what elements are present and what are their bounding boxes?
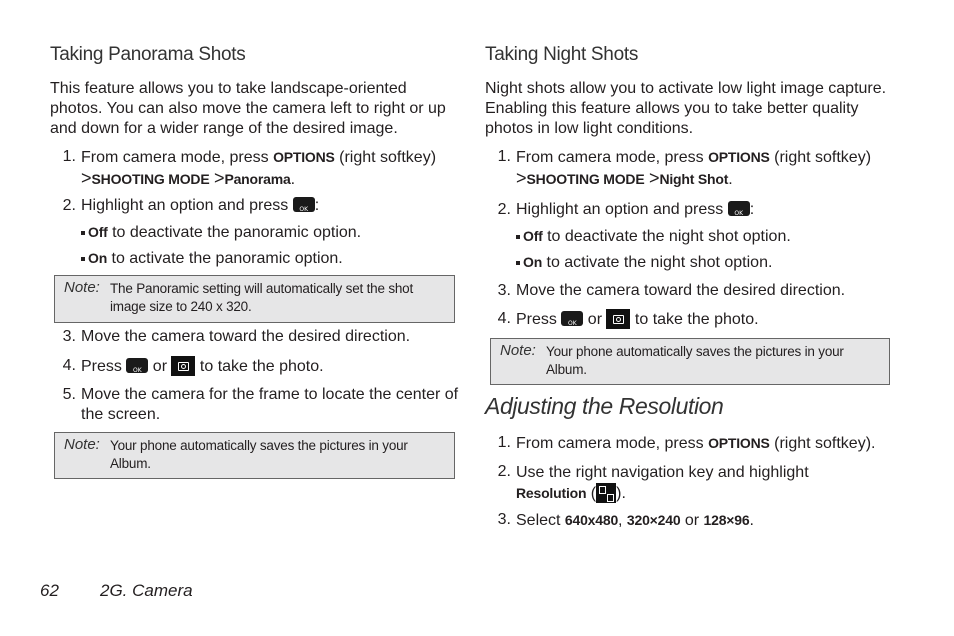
resolution-step-1: 1. From camera mode, press OPTIONS (right softkey).	[497, 434, 876, 452]
bullet-icon	[81, 231, 85, 235]
camera-key-icon	[606, 309, 630, 329]
night-shots-intro: Night shots allow you to activate low light image capture. Enabling this feature allows you to take better quality photos in low light conditions.	[485, 80, 887, 137]
panorama-step-2: 2. Highlight an option and press OK:	[50, 196, 456, 216]
panorama-heading: Taking Panorama Shots	[50, 44, 246, 65]
panorama-save-note: Note: Your phone automatically saves the pictures in your Album.	[54, 432, 455, 479]
resolution-step-2: 2. Use the right navigation key and highlight Resolution ( ).	[497, 463, 809, 502]
night-step-3: 3. Move the camera toward the desired direction.	[497, 282, 846, 299]
ok-key-icon	[728, 201, 750, 216]
bullet-icon	[516, 261, 520, 265]
ok-key-icon	[293, 197, 315, 212]
ok-key-icon	[561, 311, 583, 326]
resolution-icon	[596, 483, 616, 503]
panorama-bullet-on: On to activate the panoramic option.	[81, 248, 343, 269]
section-name: 2G. Camera	[100, 581, 193, 600]
resolution-heading: Adjusting the Resolution	[485, 393, 724, 419]
panorama-step-1: 1. From camera mode, press OPTIONS (right softkey) >SHOOTING MODE >Panorama.	[62, 148, 437, 188]
night-step-1: 1. From camera mode, press OPTIONS (right softkey) >SHOOTING MODE >Night Shot.	[497, 148, 872, 188]
night-save-note: Note: Your phone automatically saves the pictures in your Album.	[490, 338, 890, 385]
bullet-icon	[81, 257, 85, 261]
panorama-bullet-off: Off to deactivate the panoramic option.	[81, 222, 361, 243]
night-step-2: 2. Highlight an option and press OK:	[485, 200, 891, 220]
panorama-step-5: 5. Move the camera for the frame to locate the center of the screen.	[62, 386, 459, 423]
ok-key-icon	[126, 358, 148, 373]
panorama-step-4: 4. Press OK or to take the photo.	[50, 356, 456, 378]
camera-key-icon	[171, 356, 195, 376]
night-bullet-on: On to activate the night shot option.	[516, 252, 772, 273]
night-shots-heading: Taking Night Shots	[485, 44, 639, 65]
night-step-4: 4. Press OK or to take the photo.	[485, 309, 891, 331]
panorama-step-3: 3. Move the camera toward the desired direction.	[62, 328, 411, 345]
resolution-step-3: 3. Select 640x480, 320×240 or 128×96.	[497, 511, 754, 529]
bullet-icon	[516, 235, 520, 239]
page-number: 62	[40, 581, 59, 600]
panorama-intro: This feature allows you to take landscape-oriented photos. You can also move the camera left to right or up and down for a wider range of the desired image.	[50, 80, 446, 137]
night-bullet-off: Off to deactivate the night shot option.	[516, 226, 791, 247]
panorama-note: Note: The Panoramic setting will automatically set the shot image size to 240 x 320.	[54, 275, 455, 323]
